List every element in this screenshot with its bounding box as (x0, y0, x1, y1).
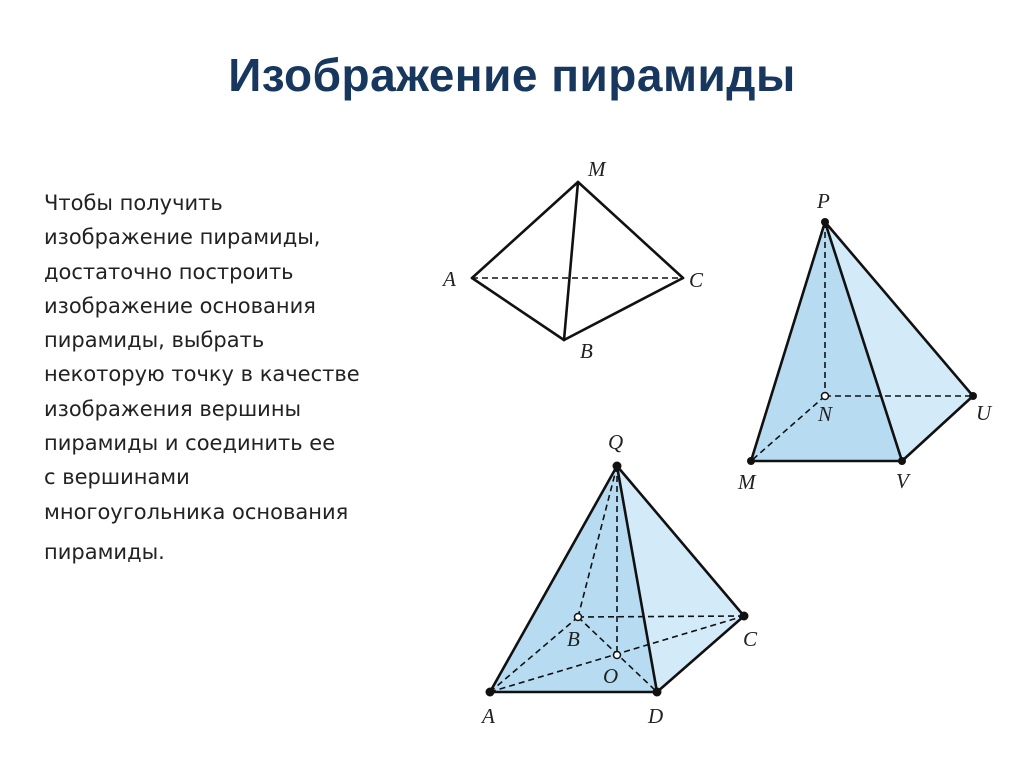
vertex-point-m (747, 457, 755, 465)
vertex-point-o (614, 652, 621, 659)
slide-title: Изображение пирамиды (228, 49, 796, 101)
quad-pyramid-p-figure (737, 189, 993, 494)
body-line: Чтобы получить (44, 191, 223, 215)
vertex-label-n: N (818, 402, 833, 426)
vertex-point-a (486, 688, 495, 697)
vertex-point-b (575, 614, 582, 621)
vertex-label-m2: M (738, 470, 756, 494)
vertex-point-d (653, 688, 662, 697)
triangular-pyramid-figure (441, 157, 704, 363)
body-line: достаточно построить (44, 259, 294, 284)
body-line: некоторую точку в качестве (44, 362, 360, 387)
body-line: многоугольника основания (44, 499, 349, 524)
vertex-label-q: Q (608, 430, 624, 454)
body-line: пирамиды и соединить ее (44, 431, 336, 456)
body-line: изображение пирамиды, (44, 225, 321, 250)
vertex-label-v: V (896, 469, 909, 493)
vertex-label-u: U (976, 401, 992, 425)
body-line: изображение основания (44, 293, 316, 318)
edge-ma (472, 182, 578, 278)
body-line: с вершинами (44, 465, 190, 490)
vertex-label-a2: A (482, 704, 495, 728)
edge-mb (564, 182, 578, 340)
edge-cb (564, 278, 683, 340)
edge-mc (578, 182, 683, 278)
vertex-label-c2: C (743, 627, 758, 651)
vertex-label-b: B (580, 339, 593, 363)
vertex-point-v (898, 457, 906, 465)
vertex-point-c (740, 612, 749, 621)
edge-ab (472, 278, 564, 340)
body-line: изображения вершины (44, 396, 302, 421)
vertex-point-u (969, 392, 977, 400)
vertex-label-o: O (603, 664, 619, 688)
vertex-point-p (821, 218, 829, 226)
hidden-edge-bc (578, 616, 744, 617)
vertex-label-c: C (689, 268, 704, 292)
vertex-point-n (822, 393, 829, 400)
vertex-label-p: P (817, 189, 830, 213)
body-line: пирамиды, выбрать (44, 328, 265, 353)
quad-pyramid-q-figure (480, 430, 758, 728)
vertex-label-b2: B (567, 627, 580, 651)
vertex-label-a: A (443, 267, 456, 291)
vertex-point-q (613, 462, 622, 471)
body-line: пирамиды. (44, 539, 165, 564)
vertex-label-m: M (588, 157, 606, 181)
vertex-label-d: D (648, 704, 664, 728)
